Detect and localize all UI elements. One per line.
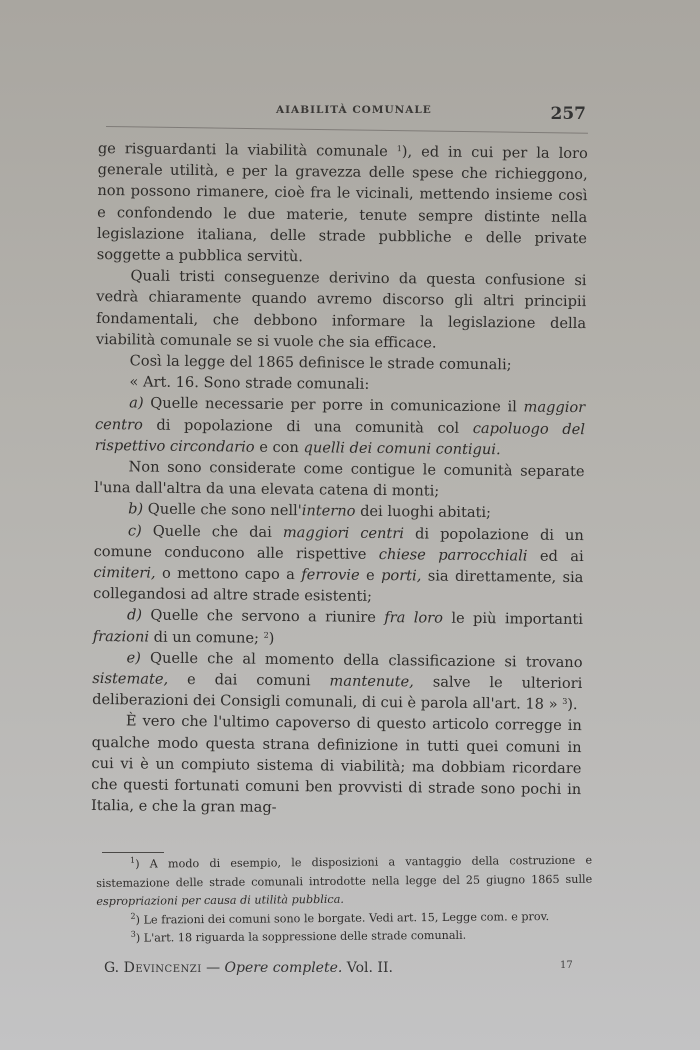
footnote-ref-1: 1	[396, 144, 402, 154]
work-title: Opere complete.	[224, 960, 343, 976]
footnote-rule	[102, 852, 164, 853]
paragraph: Non sono considerate come contigue le comunità separate l'una dall'altra da una elevata catena di monti;	[94, 458, 585, 500]
header-rule	[106, 126, 588, 134]
sheet-number: 17	[560, 960, 573, 971]
footnotes	[96, 852, 593, 949]
body-text	[91, 138, 588, 822]
footnote-1: $^1$) A modo di esempio, le disposizioni a vantaggio della costruzione e sistemazione delle strade comunali introdotte nella legge del 25 giugno 1865 sulle espropriazioni per causa di utilità pubblica.	[96, 853, 593, 908]
signature-line: G. Devincenzi — Opere complete. Vol. II.	[104, 960, 393, 976]
footnote-3: $^3$) L'art. 18 riguarda la soppressione delle strade comunali.	[130, 928, 467, 945]
clause-label: d)	[126, 606, 143, 624]
clause-d: d) Quelle che servono a riunire fra loro le più importanti frazioni di un comune; $^2$)	[92, 606, 584, 647]
author-name: Devincenzi	[123, 960, 202, 976]
article-heading: « Art. 16. Sono strade comunali:	[129, 373, 370, 394]
clause-b: b) Quelle che sono nell'interno dei luoghi abitati;	[128, 500, 492, 522]
paragraph-continuation: ge risguardanti la viabilità comunale $^1$), ed in cui per la loro generale utilità, e per la gravezza delle spese che richieggono, non possono rimanere, cioè fra le vicinali, mettendo insieme così e confondendo le due materie, tenute sempre distinte nella legislazione italiana, delle strade pubbliche e delle private soggette a pubblica servitù.	[96, 139, 588, 266]
paragraph: Così la legge del 1865 definisce le strade comunali;	[129, 352, 512, 374]
clause-a: a) Quelle necessarie per porre in comunicazione il maggior centro di popolazione di una comunità col capoluogo del rispettivo circondario e con quelli dei comuni contigui.	[94, 394, 586, 459]
footnote-ref-3: 3	[562, 697, 568, 707]
clause-label: b)	[128, 500, 144, 518]
page-number: 257	[550, 104, 586, 124]
clause-label: e)	[126, 649, 141, 667]
paragraph: È vero che l'ultimo capoverso di questo articolo corregge in qualche modo questa strana definizione in tutti quei comuni in cui vi è un compiuto sistema di viabilità; ma dobbiam ricordare che questi fortunati comuni ben provvisti di strade sono pochi in Italia, e che la gran mag-	[90, 712, 582, 817]
page-header	[106, 100, 588, 130]
clause-e: e) Quelle che al momento della classificazione si trovano sistemate, e dai comuni mantenute, salve le ulteriori deliberazioni dei Consigli comunali, di cui è parola all'art. 18 » $^3$).	[92, 649, 583, 714]
paragraph: Quali tristi conseguenze derivino da questa confusione si vedrà chiaramente quando avremo discorso gli altri principii fondamentali, che debbono informare la legislazione della viabilità comunale se si vuole che sia efficace.	[95, 267, 587, 352]
clause-c: c) Quelle che dai maggiori centri di popolazione di un comune conducono alle rispettive chiese parrocchiali ed ai cimiteri, o mettono capo a ferrovie e porti, sia direttamente, sia collegandosi ad altre strade esistenti;	[93, 521, 584, 606]
running-head: AIABILITÀ COMUNALE	[276, 104, 432, 116]
footnote-ref-2: 2	[263, 630, 269, 640]
clause-label: c)	[127, 521, 142, 540]
footnote-2: $^2$) Le frazioni dei comuni sono le borgate. Vedi art. 15, Legge com. e prov.	[130, 909, 550, 927]
clause-label: a)	[129, 394, 144, 412]
